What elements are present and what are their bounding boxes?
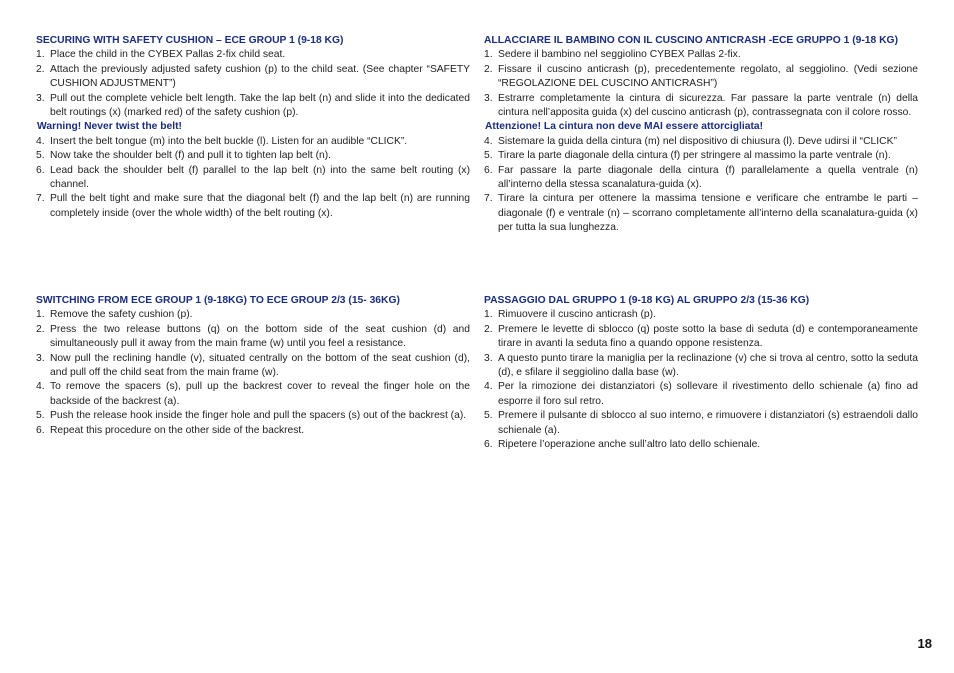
step-number: 3. — [36, 352, 45, 364]
step-number: 3. — [36, 92, 45, 104]
step-number: 7. — [484, 193, 493, 205]
step-text: Sedere il bambino nel seggiolino CYBEX Pallas 2-fix. — [498, 49, 741, 61]
list-item — [484, 192, 918, 235]
list-item — [36, 164, 470, 193]
step-text: Attach the previously adjusted safety cushion (p) to the child seat. (See chapter “SAFETY CUSHION ADJUSTMENT”) — [50, 63, 470, 90]
step-number: 6. — [484, 439, 493, 451]
step-text: Estrarre completamente la cintura di sicurezza. Far passare la parte ventrale (n) della cintura nell’apposita guida (x) del cuscino anticrash (p), contrassegnata con il colore rosso. — [498, 92, 918, 119]
english-section-securing — [36, 34, 470, 221]
step-number: 5. — [36, 410, 45, 422]
step-text: Repeat this procedure on the other side of the backrest. — [50, 424, 305, 436]
step-text: A questo punto tirare la maniglia per la reclinazione (v) che si trova al centro, sotto la seduta (d), e sfilare il seggiolino dalla base (w). — [498, 352, 918, 379]
step-number: 2. — [36, 323, 45, 335]
step-number: 7. — [36, 193, 45, 205]
step-text: Per la rimozione dei distanziatori (s) sollevare il rivestimento dello schienale (a) fino ad esporre il foro sul retro. — [498, 381, 918, 407]
steps-list — [484, 135, 918, 236]
step-text: Pull out the complete vehicle belt length. Take the lap belt (n) and slide it into the dedicated belt routings (x) (marked red) of the safety cushion (p). — [50, 92, 470, 119]
list-item — [484, 164, 918, 193]
section-heading: ALLACCIARE IL BAMBINO CON IL CUSCINO ANTICRASH -ECE GRUPPO 1 (9-18 KG) — [484, 35, 898, 46]
list-item — [484, 308, 918, 322]
list-item — [36, 92, 470, 121]
step-number: 3. — [484, 92, 493, 104]
list-item — [484, 352, 918, 381]
list-item — [36, 63, 470, 92]
list-item — [484, 323, 918, 352]
step-text: Place the child in the CYBEX Pallas 2-fix child seat. — [50, 49, 286, 61]
step-text: Premere il pulsante di sblocco al suo interno, e rimuovere i distanziatori (s) estraendoli dallo schienale (a). — [498, 410, 918, 436]
italian-section-allacciare — [484, 34, 918, 236]
steps-list — [36, 48, 470, 120]
step-text: Now take the shoulder belt (f) and pull it to tighten lap belt (n). — [50, 150, 332, 162]
warning-text: Attenzione! La cintura non deve MAI essere attorcigliata! — [485, 121, 764, 133]
list-item — [36, 135, 470, 149]
list-item — [36, 192, 470, 221]
list-item — [36, 323, 470, 352]
list-item — [36, 308, 470, 322]
step-number: 2. — [36, 63, 45, 75]
list-item — [36, 424, 470, 438]
step-text: Premere le levette di sblocco (q) poste sotto la base di seduta (d) e contemporaneamente tirare in avanti la seduta fino a quando oppone resistenza. — [498, 323, 918, 350]
step-text: Rimuovere il cuscino anticrash (p). — [498, 309, 656, 321]
list-item — [484, 149, 918, 163]
step-number: 5. — [484, 410, 493, 422]
step-number: 1. — [36, 309, 45, 321]
step-number: 6. — [36, 164, 45, 176]
step-number: 2. — [484, 323, 493, 335]
list-item — [36, 380, 470, 409]
step-text: Now pull the reclining handle (v), situated centrally on the bottom of the seat cushion (d), and pull off the child seat from the main frame (w). — [50, 352, 470, 379]
list-item — [484, 380, 918, 409]
step-text: Sistemare la guida della cintura (m) nel dispositivo di chiusura (l). Deve udirsi il “CLICK” — [498, 135, 897, 147]
step-number: 6. — [484, 164, 493, 176]
list-item — [36, 149, 470, 163]
step-number: 2. — [484, 63, 493, 75]
section-heading: PASSAGGIO DAL GRUPPO 1 (9-18 KG) AL GRUPPO 2/3 (15-36 KG) — [484, 295, 810, 306]
step-number: 1. — [484, 309, 493, 321]
list-item — [484, 135, 918, 149]
step-number: 4. — [484, 135, 493, 147]
step-text: Fissare il cuscino anticrash (p), precedentemente regolato, al seggiolino. (Vedi sezione “REGOLAZIONE DEL CUSCINO ANTICRASH”) — [498, 63, 918, 90]
section-heading: SWITCHING FROM ECE GROUP 1 (9-18KG) TO ECE GROUP 2/3 (15- 36KG) — [36, 295, 400, 306]
step-text: Press the two release buttons (q) on the bottom side of the seat cushion (d) and simultaneously pull it away from the main frame (w) until you feel a resistance. — [50, 323, 470, 350]
step-text: Remove the safety cushion (p). — [50, 309, 193, 321]
step-text: To remove the spacers (s), pull up the backrest cover to reveal the finger hole on the backside of the backrest (a). — [50, 381, 470, 407]
list-item — [484, 92, 918, 121]
step-text: Pull the belt tight and make sure that the diagonal belt (f) and the lap belt (n) are running completely inside (over the whole width) of the belt routing (x). — [50, 193, 470, 219]
step-number: 4. — [36, 381, 45, 393]
step-text: Far passare la parte diagonale della cintura (f) parallelamente a quella ventrale (n) all’interno della stessa scanalatura-guida (x). — [498, 164, 918, 191]
step-number: 4. — [484, 381, 493, 393]
steps-list — [484, 308, 918, 452]
step-number: 6. — [36, 424, 45, 436]
list-item — [36, 409, 470, 423]
step-number: 4. — [36, 135, 45, 147]
step-number: 1. — [484, 49, 493, 61]
italian-section-passaggio — [484, 294, 918, 452]
list-item — [484, 63, 918, 92]
step-text: Lead back the shoulder belt (f) parallel to the lap belt (n) into the same belt routing (x) channel. — [50, 164, 470, 191]
step-text: Push the release hook inside the finger hole and pull the spacers (s) out of the backrest (a). — [50, 410, 467, 422]
list-item — [484, 48, 918, 62]
page-number: 18 — [917, 636, 932, 651]
list-item — [36, 352, 470, 381]
step-text: Tirare la parte diagonale della cintura (f) per stringere al massimo la parte ventrale (n). — [498, 150, 891, 162]
list-item — [36, 48, 470, 62]
steps-list — [36, 308, 470, 438]
step-text: Insert the belt tongue (m) into the belt buckle (l). Listen for an audible “CLICK”. — [50, 135, 408, 147]
steps-list — [484, 48, 918, 120]
section-heading: SECURING WITH SAFETY CUSHION – ECE GROUP 1 (9-18 KG) — [36, 35, 344, 46]
english-section-switching — [36, 294, 470, 438]
steps-list — [36, 135, 470, 221]
step-number: 5. — [36, 150, 45, 162]
step-number: 1. — [36, 49, 45, 61]
list-item — [484, 438, 918, 452]
step-number: 3. — [484, 352, 493, 364]
list-item — [484, 409, 918, 438]
step-text: Ripetere l’operazione anche sull’altro lato dello schienale. — [498, 439, 761, 451]
step-number: 5. — [484, 150, 493, 162]
step-text: Tirare la cintura per ottenere la massima tensione e verificare che entrambe le parti – diagonale (f) e ventrale (n) – scorrano completamente all’interno della scanalatura-guida (x) per tutta la sua lunghezza. — [498, 193, 918, 234]
warning-text: Warning! Never twist the belt! — [37, 121, 182, 133]
